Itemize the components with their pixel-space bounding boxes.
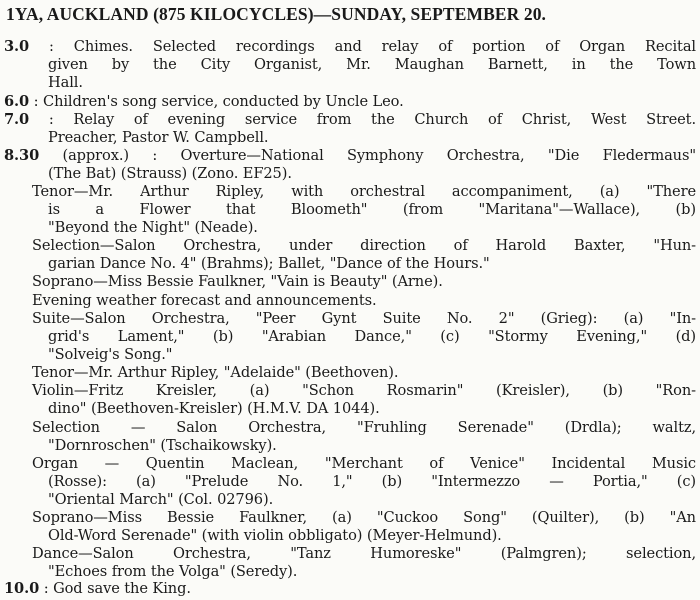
program-line (4, 111, 696, 129)
line-text: "Solveig's Song." (48, 346, 173, 363)
line-text: Overture—National Symphony Orchestra, "Die Fledermaus" (180, 147, 696, 164)
line-text: dino" (Beethoven-Kreisler) (H.M.V. DA 1044). (48, 400, 380, 417)
program-line (48, 165, 292, 183)
line-text: Selection — Salon Orchestra, "Fruhling Serenade" (Drdla); waltz, (32, 419, 696, 436)
program-line (48, 56, 696, 74)
line-text: given by the City Organist, Mr. Maughan Barnett, in the Town (48, 56, 696, 73)
line-text: Evening weather forecast and announcements. (32, 292, 377, 309)
time-label: 6.0 (4, 93, 30, 110)
program-line (32, 509, 696, 527)
line-text: "Oriental March" (Col. 02796). (48, 491, 274, 508)
time-label: 8.30 (4, 147, 40, 164)
program-line (32, 183, 696, 201)
program-line (48, 346, 172, 364)
program-line (32, 273, 443, 291)
line-text: garian Dance No. 4" (Brahms); Ballet, "Dance of the Hours." (48, 255, 490, 272)
program-line (32, 455, 696, 473)
line-text: Children's song service, conducted by Uncle Leo. (43, 93, 404, 110)
line-text: God save the King. (53, 580, 191, 597)
line-text: Hall. (48, 74, 83, 91)
time-separator: : (29, 38, 74, 55)
line-text: "Dornroschen" (Tschaikowsky). (48, 437, 277, 454)
station-heading: 1YA, AUCKLAND (875 KILOCYCLES)—SUNDAY, SEPTEMBER 20. (6, 4, 547, 24)
program-line (32, 237, 696, 255)
line-text: grid's Lament," (b) "Arabian Dance," (c) "Stormy Evening," (d) (48, 328, 696, 345)
program-line (48, 563, 297, 581)
time-label: 7.0 (4, 111, 30, 128)
program-line (48, 400, 380, 418)
line-text: "Beyond the Night" (Neade). (48, 219, 258, 236)
time-separator: : (29, 93, 43, 110)
line-text: Old-Word Serenade" (with violin obbligato) (Meyer-Helmund). (48, 527, 502, 544)
program-line (48, 219, 258, 237)
program-line (48, 201, 696, 219)
line-text: Preacher, Pastor W. Campbell. (48, 129, 269, 146)
program-line (48, 328, 696, 346)
program-line (32, 364, 398, 382)
line-text: "Echoes from the Volga" (Seredy). (48, 563, 298, 580)
program-line (48, 129, 268, 147)
program-line (32, 292, 377, 310)
program-line (4, 93, 404, 111)
line-text: Organ — Quentin Maclean, "Merchant of Venice" Incidental Music (32, 455, 696, 472)
line-text: (Rosse): (a) "Prelude No. 1," (b) "Intermezzo — Portia," (c) (48, 473, 696, 490)
line-text: Relay of evening service from the Church of Christ, West Street. (73, 111, 696, 128)
time-label: 10.0 (4, 580, 40, 597)
line-text: is a Flower that Bloometh" (from "Maritana"—Wallace), (b) (48, 201, 696, 218)
line-text: Dance—Salon Orchestra, "Tanz Humoreske" (Palmgren); selection, (32, 545, 696, 562)
time-separator: : (29, 111, 74, 128)
program-line (48, 491, 273, 509)
line-text: Soprano—Miss Bessie Faulkner, "Vain is Beauty" (Arne). (32, 273, 443, 290)
program-line (48, 74, 83, 92)
program-line (32, 419, 696, 437)
program-line (48, 527, 502, 545)
program-line (48, 437, 277, 455)
program-line (32, 382, 696, 400)
program-line (4, 147, 696, 165)
program-line (48, 473, 696, 491)
program-line (48, 255, 490, 273)
line-text: Soprano—Miss Bessie Faulkner, (a) "Cuckoo Song" (Quilter), (b) "An (32, 509, 696, 526)
line-text: Chimes. Selected recordings and relay of portion of Organ Recital (73, 38, 696, 55)
time-label: 3.0 (4, 38, 30, 55)
line-text: (The Bat) (Strauss) (Zono. EF25). (48, 165, 292, 182)
program-line (32, 545, 696, 563)
program-line (4, 38, 696, 56)
line-text: Suite—Salon Orchestra, "Peer Gynt Suite No. 2" (Grieg): (a) "In- (32, 310, 696, 327)
line-text: Selection—Salon Orchestra, under direction of Harold Baxter, "Hun- (32, 237, 696, 254)
time-separator: (approx.) : (39, 147, 181, 164)
line-text: Violin—Fritz Kreisler, (a) "Schon Rosmarin" (Kreisler), (b) "Ron- (32, 382, 696, 399)
program-line (4, 580, 191, 598)
line-text: Tenor—Mr. Arthur Ripley, with orchestral accompaniment, (a) "There (32, 183, 696, 200)
time-separator: : (39, 580, 54, 597)
line-text: Tenor—Mr. Arthur Ripley, "Adelaide" (Beethoven). (32, 364, 399, 381)
program-line (32, 310, 696, 328)
